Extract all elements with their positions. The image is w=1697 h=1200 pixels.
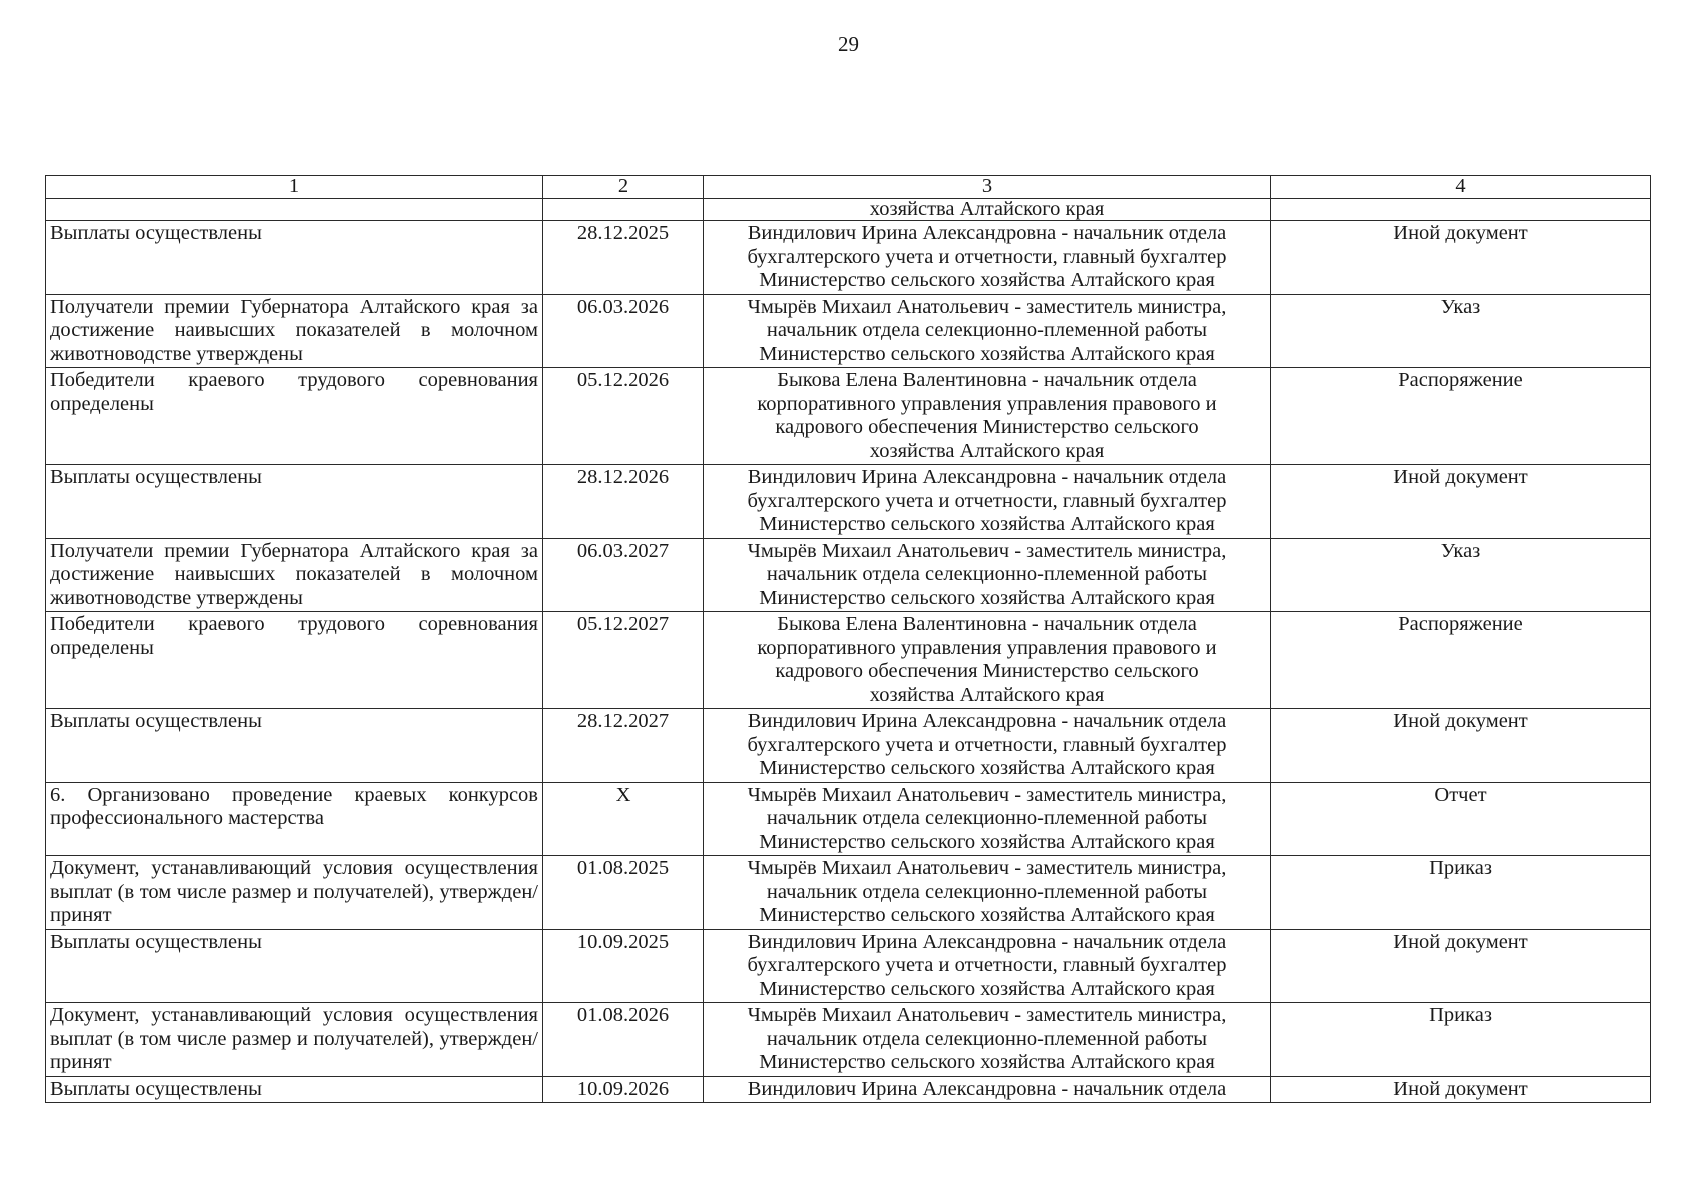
responsible-line: Быкова Елена Валентиновна - начальник отдела <box>777 613 1197 635</box>
responsible-line: начальник отдела селекционно-племенной работы <box>766 319 1208 341</box>
responsible-line: Чмырёв Михаил Анатольевич - заместитель министра, <box>747 539 1227 562</box>
date-cell: 06.03.2027 <box>543 538 704 612</box>
event-cell: Получатели премии Губернатора Алтайского края за достижение наивысших показателей в молочном животноводстве утверждены <box>46 538 543 612</box>
responsible-cell <box>704 782 1271 856</box>
responsible-line: Министерство сельского хозяйства Алтайского края <box>759 1051 1215 1073</box>
continuation-cell-2 <box>543 199 704 221</box>
responsible-line: бухгалтерского учета и отчетности, главный бухгалтер <box>747 733 1227 756</box>
date-cell: X <box>543 782 704 856</box>
responsible-line: Чмырёв Михаил Анатольевич - заместитель министра, <box>747 295 1227 318</box>
responsible-cell <box>704 294 1271 368</box>
responsible-line: Виндилович Ирина Александровна - начальник отдела <box>747 710 1227 732</box>
document-type-cell: Распоряжение <box>1271 612 1651 709</box>
responsible-line: Министерство сельского хозяйства Алтайского края <box>759 977 1215 1000</box>
continuation-cell-3 <box>704 199 1271 221</box>
event-cell: Победители краевого трудового соревнования определены <box>46 368 543 465</box>
event-cell: Получатели премии Губернатора Алтайского края за достижение наивысших показателей в молочном животноводстве утверждены <box>46 294 543 368</box>
table-row <box>46 856 1651 930</box>
event-cell: Выплаты осуществлены <box>46 929 543 1003</box>
responsible-cell <box>704 538 1271 612</box>
responsible-cell <box>704 465 1271 539</box>
responsible-cell <box>704 612 1271 709</box>
responsible-line: Министерство сельского хозяйства Алтайского края <box>759 269 1215 291</box>
table-row <box>46 294 1651 368</box>
document-type-cell: Иной документ <box>1271 929 1651 1003</box>
date-cell: 10.09.2026 <box>543 1076 704 1103</box>
responsible-line: хозяйства Алтайского края <box>869 198 1105 220</box>
header-cell-1: 1 <box>46 176 543 199</box>
document-type-cell: Приказ <box>1271 1003 1651 1077</box>
plan-table-body <box>46 176 1651 1103</box>
responsible-line: Министерство сельского хозяйства Алтайского края <box>759 513 1215 535</box>
table-row <box>46 221 1651 295</box>
event-cell: Выплаты осуществлены <box>46 709 543 783</box>
table-row <box>46 1003 1651 1077</box>
responsible-line: начальник отдела селекционно-племенной работы <box>766 807 1208 829</box>
date-cell: 05.12.2026 <box>543 368 704 465</box>
table-row <box>46 538 1651 612</box>
date-cell: 01.08.2026 <box>543 1003 704 1077</box>
event-cell: Документ, устанавливающий условия осуществления выплат (в том числе размер и получателей), утвержден/принят <box>46 856 543 930</box>
document-type-cell: Распоряжение <box>1271 368 1651 465</box>
responsible-line: начальник отдела селекционно-племенной работы <box>766 563 1208 585</box>
date-cell: 28.12.2025 <box>543 221 704 295</box>
responsible-line: Министерство сельского хозяйства Алтайского края <box>759 904 1215 926</box>
table-row <box>46 1076 1651 1103</box>
table-row <box>46 709 1651 783</box>
responsible-line: кадрового обеспечения Министерство сельского <box>775 416 1199 438</box>
responsible-line: Министерство сельского хозяйства Алтайского края <box>759 342 1215 365</box>
responsible-line: начальник отдела селекционно-племенной работы <box>766 880 1208 903</box>
responsible-line: Виндилович Ирина Александровна - начальник отдела <box>747 222 1227 244</box>
date-cell: 06.03.2026 <box>543 294 704 368</box>
document-type-cell: Иной документ <box>1271 1076 1651 1103</box>
date-cell: 28.12.2027 <box>543 709 704 783</box>
document-type-cell: Указ <box>1271 294 1651 368</box>
header-row <box>46 176 1651 199</box>
table-row <box>46 368 1651 465</box>
responsible-line: Министерство сельского хозяйства Алтайского края <box>759 757 1215 779</box>
table-row <box>46 929 1651 1003</box>
responsible-line: бухгалтерского учета и отчетности, главный бухгалтер <box>747 954 1227 976</box>
event-cell: Выплаты осуществлены <box>46 221 543 295</box>
responsible-line: корпоративного управления управления правового и <box>757 392 1217 415</box>
responsible-cell <box>704 1003 1271 1077</box>
responsible-line: Виндилович Ирина Александровна - начальник отдела <box>747 1077 1227 1100</box>
responsible-line: Виндилович Ирина Александровна - начальник отдела <box>747 466 1227 488</box>
event-cell: Выплаты осуществлены <box>46 465 543 539</box>
event-cell: Документ, устанавливающий условия осуществления выплат (в том числе размер и получателей), утвержден/принят <box>46 1003 543 1077</box>
document-type-cell: Иной документ <box>1271 709 1651 783</box>
responsible-line: корпоративного управления управления правового и <box>757 636 1217 659</box>
header-cell-3: 3 <box>704 176 1271 199</box>
responsible-line: Чмырёв Михаил Анатольевич - заместитель министра, <box>747 1004 1227 1026</box>
responsible-line: Чмырёв Михаил Анатольевич - заместитель министра, <box>747 857 1227 879</box>
document-type-cell: Указ <box>1271 538 1651 612</box>
document-type-cell: Иной документ <box>1271 465 1651 539</box>
responsible-cell <box>704 368 1271 465</box>
document-type-cell: Приказ <box>1271 856 1651 930</box>
responsible-line: бухгалтерского учета и отчетности, главный бухгалтер <box>747 489 1227 512</box>
responsible-line: хозяйства Алтайского края <box>869 439 1105 462</box>
responsible-line: Быкова Елена Валентиновна - начальник отдела <box>777 369 1197 391</box>
event-cell: 6. Организовано проведение краевых конкурсов профессионального мастерства <box>46 782 543 856</box>
header-cell-2: 2 <box>543 176 704 199</box>
date-cell: 05.12.2027 <box>543 612 704 709</box>
page-number: 29 <box>838 32 859 56</box>
header-cell-4: 4 <box>1271 176 1651 199</box>
responsible-line: Виндилович Ирина Александровна - начальник отдела <box>747 930 1227 953</box>
event-cell: Выплаты осуществлены <box>46 1076 543 1103</box>
responsible-line: кадрового обеспечения Министерство сельского <box>775 660 1199 682</box>
table-row <box>46 465 1651 539</box>
responsible-line: хозяйства Алтайского края <box>869 683 1105 706</box>
continuation-cell-4 <box>1271 199 1651 221</box>
event-cell: Победители краевого трудового соревнования определены <box>46 612 543 709</box>
responsible-cell <box>704 1076 1271 1103</box>
document-type-cell: Иной документ <box>1271 221 1651 295</box>
table-row <box>46 612 1651 709</box>
responsible-line: бухгалтерского учета и отчетности, главный бухгалтер <box>747 245 1227 268</box>
table-row <box>46 782 1651 856</box>
date-cell: 01.08.2025 <box>543 856 704 930</box>
continuation-cell-1 <box>46 199 543 221</box>
date-cell: 28.12.2026 <box>543 465 704 539</box>
responsible-line: Министерство сельского хозяйства Алтайского края <box>759 830 1215 853</box>
responsible-cell <box>704 709 1271 783</box>
responsible-line: Чмырёв Михаил Анатольевич - заместитель министра, <box>747 783 1227 806</box>
responsible-cell <box>704 856 1271 930</box>
responsible-line: Министерство сельского хозяйства Алтайского края <box>759 586 1215 609</box>
responsible-cell <box>704 221 1271 295</box>
continuation-row <box>46 199 1651 221</box>
responsible-cell <box>704 929 1271 1003</box>
plan-table <box>45 175 1651 1103</box>
date-cell: 10.09.2025 <box>543 929 704 1003</box>
responsible-line: начальник отдела селекционно-племенной работы <box>766 1027 1208 1050</box>
document-type-cell: Отчет <box>1271 782 1651 856</box>
